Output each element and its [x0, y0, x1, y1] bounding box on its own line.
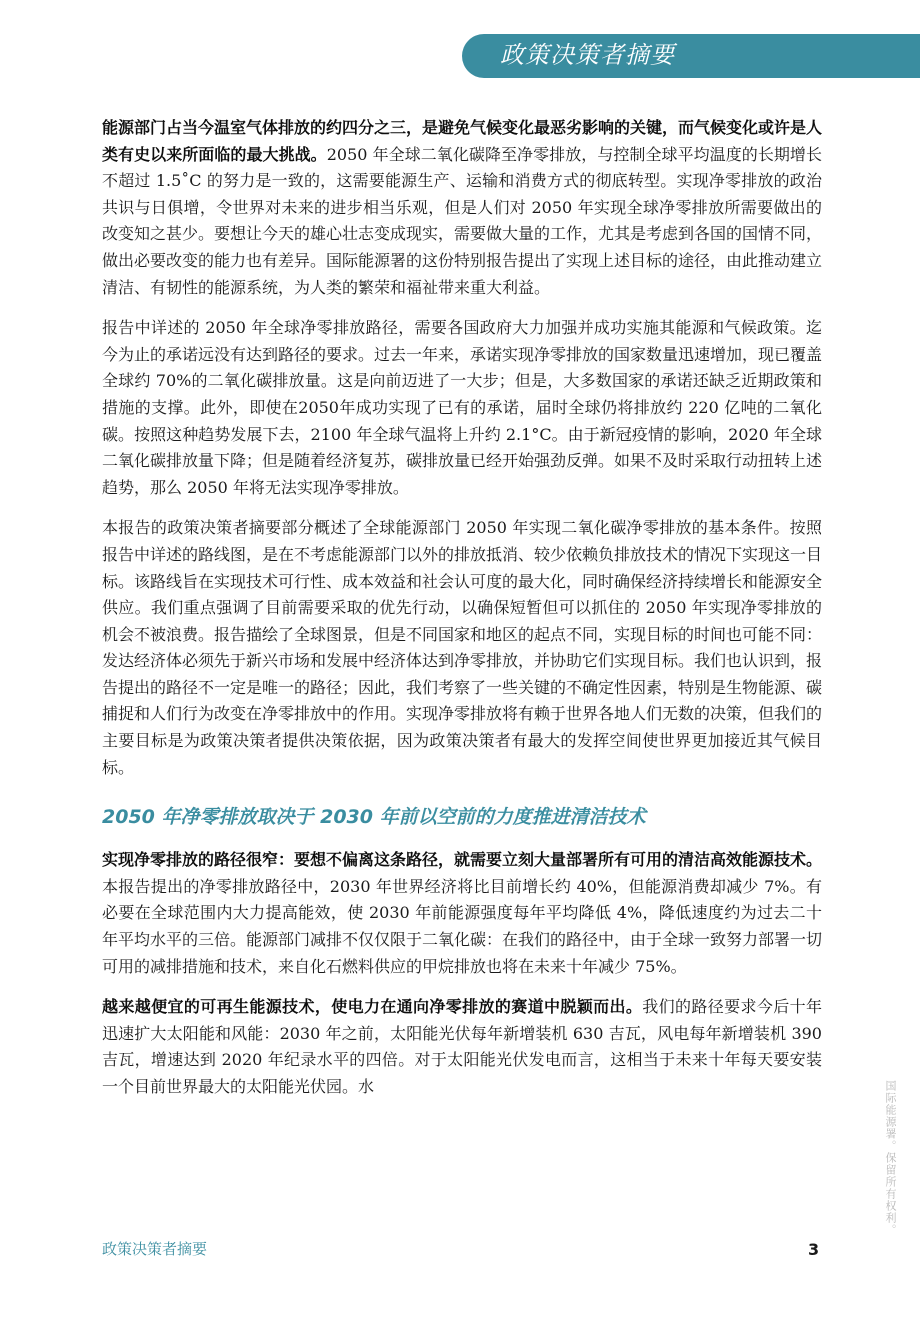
section-heading: 2050 年净零排放取决于 2030 年前以空前的力度推进清洁技术 [102, 806, 646, 829]
copyright-side-note: 国际能源署。保留所有权利。 [884, 1080, 897, 1236]
paragraph-renewables [102, 994, 822, 1100]
paragraph-body: 我们的路径要求今后十年迅速扩大太阳能和风能：2030 年之前，太阳能光伏每年新增装机 630 吉瓦，风电每年新增装机 390 吉瓦，增速达到 2020 年纪录水平的四倍。对于太阳能光伏发电而言，这相当于未来十年每天要安装一个目前世界最大的太阳能光伏园。水 [102, 997, 822, 1096]
paragraph-lead: 实现净零排放的路径很窄：要想不偏离这条路径，就需要立刻大量部署所有可用的清洁高效能源技术。 [102, 850, 823, 870]
paragraph-pathway [102, 315, 822, 501]
paragraph-lead: 越来越便宜的可再生能源技术，使电力在通向净零排放的赛道中脱颖而出。 [102, 997, 643, 1017]
paragraph-summary-scope [102, 515, 822, 781]
paragraph-narrow-path [102, 847, 822, 980]
paragraph-intro [102, 115, 822, 301]
paragraph-body: 2050 年全球二氧化碳降至净零排放，与控制全球平均温度的长期增长不超过 1.5˚C 的努力是一致的，这需要能源生产、运输和消费方式的彻底转型。实现净零排放的政治共识与日俱增，令世界对未来的进步相当乐观，但是人们对 2050 年实现全球净零排放所需要做出的改变知之甚少。要想让今天的雄心壮志变成现实，需要做大量的工作，尤其是考虑到各国的国情不同，做出必要改变的能力也有差异。国际能源署的这份特别报告提出了实现上述目标的途径，由此推动建立清洁、有韧性的能源系统，为人类的繁荣和福祉带来重大利益。 [102, 144, 823, 297]
paragraph-body: 报告中详述的 2050 年全球净零排放路径，需要各国政府大力加强并成功实施其能源和气候政策。迄今为止的承诺远没有达到路径的要求。过去一年来，承诺实现净零排放的国家数量迅速增加，现已覆盖全球约 70%的二氧化碳排放量。这是向前迈进了一大步；但是，大多数国家的承诺还缺乏近期政策和措施的支撑。此外，即使在2050年成功实现了已有的承诺，届时全球仍将排放约 220 亿吨的二氧化碳。按照这种趋势发展下去，2100 年全球气温将上升约 2.1°C。由于新冠疫情的影响，2020 年全球二氧化碳排放量下降；但是随着经济复苏，碳排放量已经开始强劲反弹。如果不及时采取行动扭转上述趋势，那么 2050 年将无法实现净零排放。 [102, 318, 823, 497]
footer-label: 政策决策者摘要 [102, 1240, 208, 1258]
paragraph-body: 本报告的政策决策者摘要部分概述了全球能源部门 2050 年实现二氧化碳净零排放的基本条件。按照报告中详述的路线图，是在不考虑能源部门以外的排放抵消、较少依赖负排放技术的情况下实现这一目标。该路线旨在实现技术可行性、成本效益和社会认可度的最大化，同时确保经济持续增长和能源安全供应。我们重点强调了目前需要采取的优先行动，以确保短暂但可以抓住的 2050 年实现净零排放的机会不被浪费。报告描绘了全球图景，但是不同国家和地区的起点不同，实现目标的时间也可能不同：发达经济体必须先于新兴市场和发展中经济体达到净零排放，并协助它们实现目标。我们也认识到，报告提出的路径不一定是唯一的路径；因此，我们考察了一些关键的不确定性因素，特别是生物能源、碳捕捉和人们行为改变在净零排放中的作用。实现净零排放将有赖于世界各地人们无数的决策，但我们的主要目标是为政策决策者提供决策依据，因为政策决策者有最大的发挥空间使世界更加接近其气候目标。 [102, 518, 823, 777]
main-content [102, 115, 822, 1115]
header-title: 政策决策者摘要 [500, 41, 675, 69]
paragraph-body: 本报告提出的净零排放路径中，2030 年世界经济将比目前增长约 40%，但能源消费却减少 7%。有必要在全球范围内大力提高能效，使 2030 年前能源强度每年平均降低 4%，降低速度约为过去二十年平均水平的三倍。能源部门减排不仅仅限于二氧化碳：在我们的路径中，由于全球一致努力部署一切可用的减排措施和技术，来自化石燃料供应的甲烷排放也将在未来十年减少 75%。 [102, 876, 823, 976]
page-number: 3 [808, 1240, 820, 1259]
paragraph-lead: 能源部门占当今温室气体排放的约四分之三，是避免气候变化最恶劣影响的关键，而气候变化或许是人类有史以来所面临的最大挑战。 [102, 118, 823, 164]
